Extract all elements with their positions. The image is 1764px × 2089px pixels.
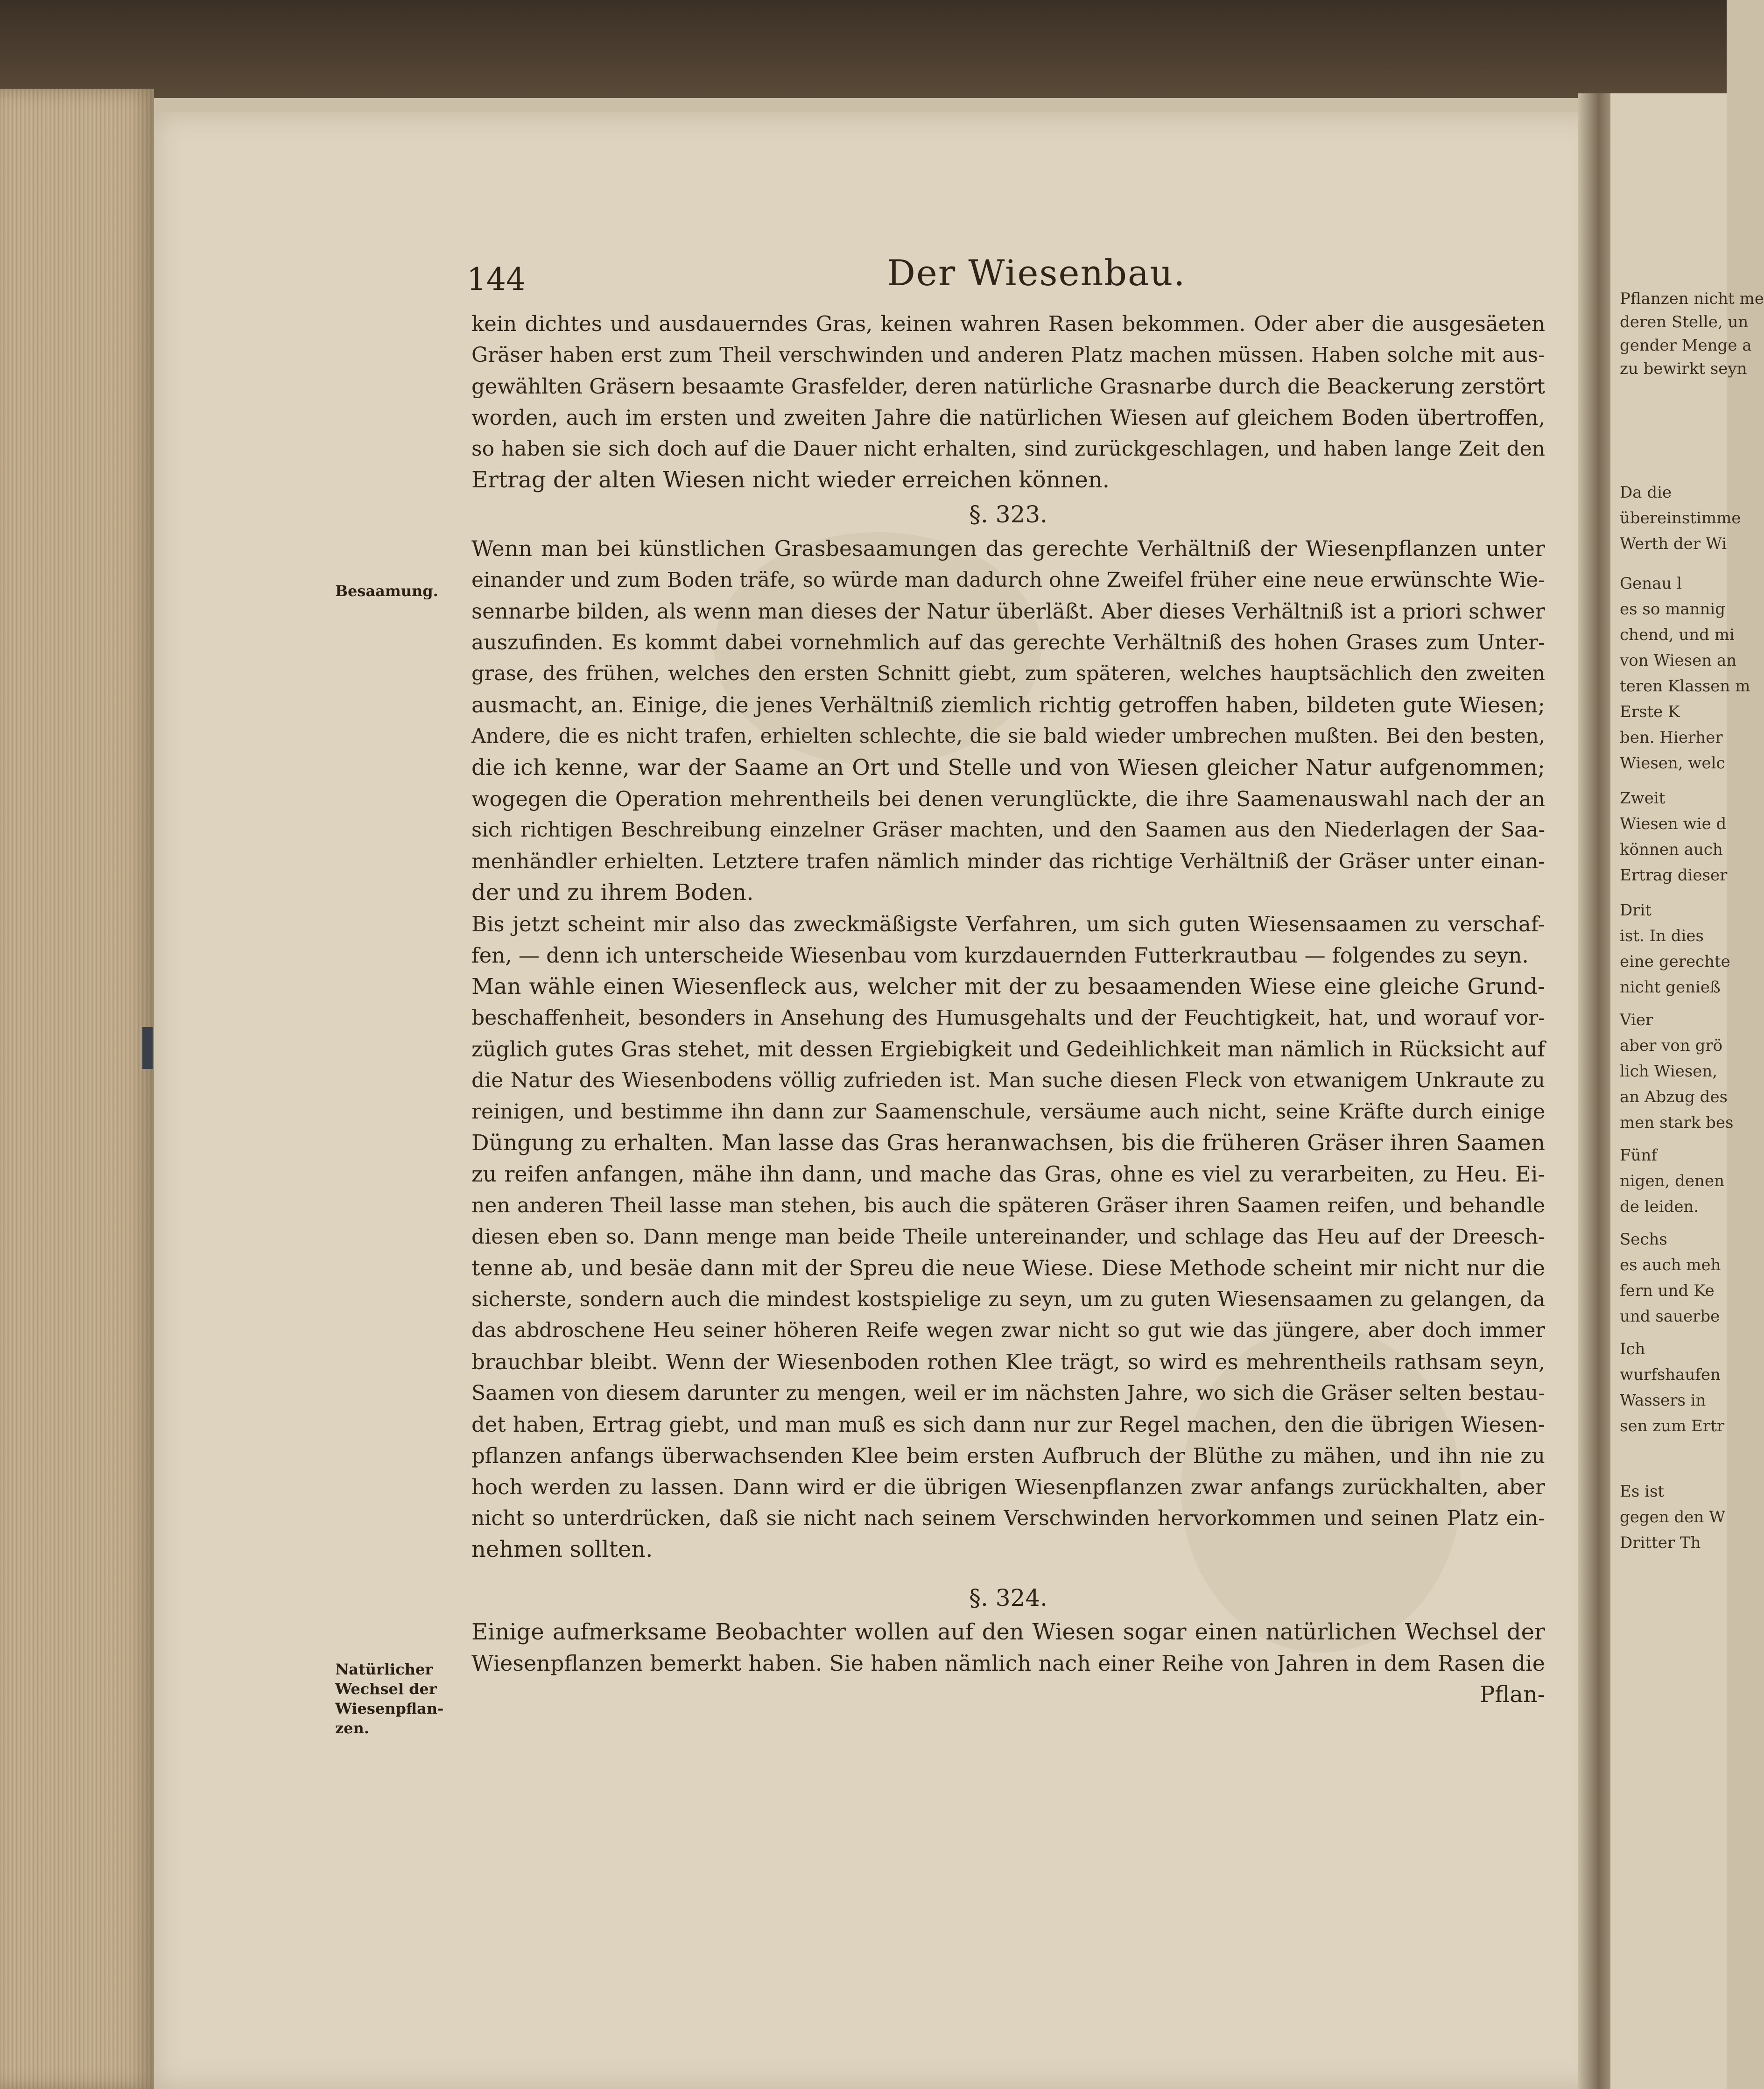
text-line: nehmen sollten.: [471, 1536, 653, 1562]
section-heading-324: §. 324.: [969, 1584, 1048, 1611]
facing-line: an Abzug des: [1620, 1088, 1728, 1106]
facing-line: Werth der Wi: [1620, 535, 1727, 553]
text-line: kein dichtes und ausdauerndes Gras, keinen wahren Rasen bekommen. Oder aber die ausgesäeten: [471, 311, 1545, 336]
facing-line: Es ist: [1620, 1482, 1665, 1501]
text-line: nicht so unterdrücken, daß sie nicht nach seinem Verschwinden hervorkommen und seinen Platz ein-: [471, 1506, 1545, 1530]
facing-line: Wiesen, welc: [1620, 754, 1725, 773]
facing-line: fern und Ke: [1620, 1281, 1715, 1300]
facing-line: es so mannig: [1620, 600, 1726, 619]
facing-line: men stark bes: [1620, 1113, 1734, 1132]
facing-line: Vier: [1620, 1011, 1653, 1029]
facing-page-fragment: [1610, 93, 1764, 2089]
body-text: [471, 308, 1545, 1710]
facing-line: können auch: [1620, 840, 1723, 859]
text-line: reinigen, und bestimme ihn dann zur Saamenschule, versäume auch nicht, seine Kräfte durch einige: [471, 1100, 1545, 1124]
facing-line: Pflanzen nicht me: [1620, 289, 1764, 308]
text-line: ausmacht, an. Einige, die jenes Verhältniß ziemlich richtig getroffen haben, bildeten gute Wiesen;: [471, 692, 1545, 717]
facing-line: Da die: [1620, 483, 1672, 502]
text-line: worden, auch im ersten und zweiten Jahre die natürlichen Wiesen auf gleichem Boden übertroffen,: [471, 405, 1545, 430]
running-head: Der Wiesenbau.: [887, 252, 1186, 294]
facing-line: Ich: [1620, 1340, 1645, 1358]
text-line: zu reifen anfangen, mähe ihn dann, und mache das Gras, ohne es viel zu verarbeiten, zu Heu. Ei-: [471, 1161, 1545, 1187]
facing-line: und sauerbe: [1620, 1307, 1720, 1326]
facing-line: Genau l: [1620, 574, 1682, 593]
text-line: Man wähle einen Wiesenfleck aus, welcher mit der zu besaamenden Wiese eine gleiche Grund-: [471, 974, 1545, 999]
text-line: Bis jetzt scheint mir also das zweckmäßigste Verfahren, um sich guten Wiesensaamen zu verschaf-: [471, 912, 1545, 936]
facing-line: de leiden.: [1620, 1197, 1699, 1216]
text-line: auszufinden. Es kommt dabei vornehmlich auf das gerechte Verhältniß des hohen Grases zum Unter-: [471, 631, 1545, 654]
text-line: det haben, Ertrag giebt, und man muß es sich dann nur zur Regel machen, den die übrigen Wiesen-: [471, 1412, 1545, 1437]
text-line: hoch werden zu lassen. Dann wird er die übrigen Wiesenpflanzen zwar anfangs zurückhalten, aber: [471, 1475, 1545, 1499]
text-line: sich richtigen Beschreibung einzelner Gräser machten, und den Saamen aus den Niederlagen der Saa-: [471, 818, 1545, 842]
text-line: Saamen von diesem darunter zu mengen, weil er im nächsten Jahre, wo sich die Gräser selten bestau-: [471, 1381, 1545, 1405]
text-line: das abdroschene Heu seiner höheren Reife wegen zwar nicht so gut wie das jüngere, aber doch immer: [471, 1319, 1545, 1342]
facing-line: chend, und mi: [1620, 626, 1735, 644]
facing-line: wurfshaufen: [1620, 1365, 1721, 1384]
text-line: züglich gutes Gras stehet, mit dessen Ergiebigkeit und Gedeihlichkeit man nämlich in Rücksicht auf: [471, 1037, 1545, 1062]
facing-line: eine gerechte: [1620, 952, 1730, 971]
facing-line: Drit: [1620, 901, 1652, 920]
book-top-edge: [0, 0, 1727, 98]
text-line: wogegen die Operation mehrentheils bei denen verunglückte, die ihre Saamenauswahl nach der an: [471, 787, 1545, 811]
facing-line: sen zum Ertr: [1620, 1417, 1725, 1435]
text-line: beschaffenheit, besonders in Ansehung des Humusgehalts und der Feuchtigkeit, hat, und worauf vor-: [471, 1006, 1545, 1030]
text-line: brauchbar bleibt. Wenn der Wiesenboden rothen Klee trägt, so wird es mehrentheils rathsam seyn,: [471, 1350, 1545, 1374]
facing-line: Ertrag dieser: [1620, 866, 1728, 885]
text-line: sennarbe bilden, als wenn man dieses der Natur überläßt. Aber dieses Verhältniß ist a priori schwer: [471, 599, 1545, 624]
facing-line: ben. Hierher: [1620, 728, 1723, 747]
text-line: grase, des frühen, welches den ersten Schnitt giebt, zum späteren, welches hauptsächlich den zweiten: [471, 662, 1545, 685]
page-number: 144: [467, 261, 526, 297]
facing-line: Dritter Th: [1620, 1533, 1701, 1552]
facing-line: von Wiesen an: [1620, 651, 1737, 670]
facing-line: Sechs: [1620, 1230, 1667, 1249]
facing-line: Fünf: [1620, 1146, 1657, 1165]
text-line: sicherste, sondern auch die mindest kostspielige zu seyn, um zu guten Wiesensaamen zu gelangen, da: [471, 1287, 1545, 1311]
facing-line: übereinstimme: [1620, 509, 1741, 528]
text-line: fen, — denn ich unterscheide Wiesenbau vom kurzdauernden Futterkrautbau — folgendes zu seyn.: [471, 943, 1529, 968]
text-line: Ertrag der alten Wiesen nicht wieder erreichen können.: [471, 467, 1110, 493]
text-line: so haben sie sich doch auf die Dauer nicht erhalten, sind zurückgeschlagen, und haben lange Zeit den: [471, 437, 1545, 461]
book-fore-edge: [0, 89, 154, 2089]
text-line: Wiesenpflanzen bemerkt haben. Sie haben nämlich nach einer Reihe von Jahren in dem Rasen die: [471, 1651, 1545, 1676]
facing-line: aber von grö: [1620, 1036, 1723, 1055]
margin-note-besaamung: Besaamung.: [335, 582, 438, 600]
catchword: Pflan-: [1479, 1681, 1545, 1708]
facing-line: es auch meh: [1620, 1256, 1721, 1274]
text-line: Andere, die es nicht trafen, erhielten schlechte, die sie bald wieder umbrechen mußten. Bei den besten,: [471, 724, 1545, 748]
facing-line: deren Stelle, un: [1620, 313, 1749, 331]
facing-line: lich Wiesen,: [1620, 1062, 1718, 1081]
facing-line: gender Menge a: [1620, 336, 1752, 355]
text-line: der und zu ihrem Boden.: [471, 879, 754, 906]
facing-line: nicht genieß: [1620, 978, 1721, 997]
text-line: diesen eben so. Dann menge man beide Theile untereinander, und schlage das Heu auf der Dreesch-: [471, 1225, 1545, 1249]
text-line: pflanzen anfangs überwachsenden Klee beim ersten Aufbruch der Blüthe zu mähen, und ihn nie zu: [471, 1443, 1545, 1468]
text-line: die ich kenne, war der Saame an Ort und Stelle und von Wiesen gleicher Natur aufgenommen;: [471, 755, 1545, 781]
facing-line: Zweit: [1620, 789, 1666, 808]
text-line: die Natur des Wiesenbodens völlig zufrieden ist. Man suche diesen Fleck von etwanigem Unkraute zu: [471, 1069, 1545, 1092]
facing-line: Erste K: [1620, 703, 1680, 721]
text-line: nen anderen Theil lasse man stehen, bis auch die späteren Gräser ihren Saamen reifen, und behandle: [471, 1194, 1545, 1217]
facing-line: zu bewirkt seyn: [1620, 359, 1747, 378]
facing-line: nigen, denen: [1620, 1172, 1724, 1190]
facing-line: gegen den W: [1620, 1508, 1726, 1526]
edge-marker: [142, 1027, 153, 1069]
facing-line: Wiesen wie d: [1620, 815, 1727, 833]
text-line: menhändler erhielten. Letztere trafen nämlich minder das richtige Verhältniß der Gräser unter einan-: [471, 850, 1545, 873]
section-heading-323: §. 323.: [969, 501, 1048, 528]
facing-line: ist. In dies: [1620, 927, 1704, 945]
text-line: tenne ab, und besäe dann mit der Spreu die neue Wiese. Diese Methode scheint mir nicht nur die: [471, 1255, 1545, 1280]
facing-line: teren Klassen m: [1620, 677, 1750, 696]
text-line: einander und zum Boden träfe, so würde man dadurch ohne Zweifel früher eine neue erwünschte Wie-: [471, 568, 1545, 592]
text-line: gewählten Gräsern besaamte Grasfelder, deren natürliche Grasnarbe durch die Beackerung zerstört: [471, 374, 1545, 399]
text-line: Gräser haben erst zum Theil verschwinden und anderen Platz machen müssen. Haben solche mit aus-: [471, 343, 1545, 367]
facing-line: Wassers in: [1620, 1391, 1706, 1410]
text-line: Düngung zu erhalten. Man lasse das Gras heranwachsen, bis die früheren Gräser ihren Saamen: [471, 1130, 1545, 1156]
margin-note-wechsel: Natürlicher Wechsel der Wiesenpflan-zen.: [335, 1660, 444, 1737]
text-line: Einige aufmerksame Beobachter wollen auf den Wiesen sogar einen natürlichen Wechsel der: [471, 1619, 1545, 1645]
text-line: Wenn man bei künstlichen Grasbesaamungen das gerechte Verhältniß der Wiesenpflanzen unter: [471, 536, 1545, 561]
